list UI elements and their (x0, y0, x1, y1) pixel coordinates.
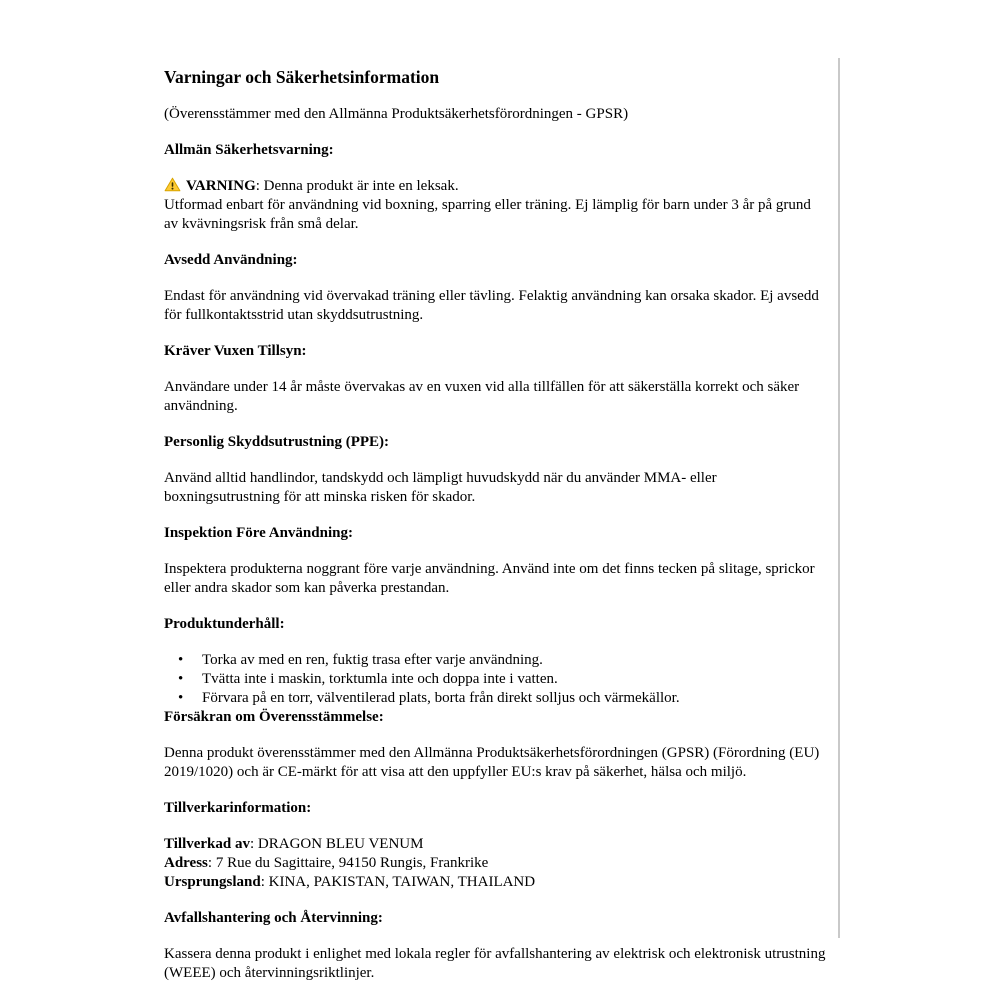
warning-body-text: Utformad enbart för användning vid boxning, sparring eller träning. Ej lämplig för barn under 3 år på grund av kvävningsrisk från små delar. (164, 197, 811, 232)
section-heading-ppe: Personlig Skyddsutrustning (PPE): (164, 434, 390, 450)
maintenance-item: • Förvara på en torr, välventilerad plats, borta från direkt solljus och värmekällor. (202, 689, 826, 708)
inspection-text: Inspektera produkterna noggrant före varje användning. Använd inte om det finns tecken på slitage, sprickor eller andra skador som kan påverka prestandan. (164, 561, 815, 596)
declaration-text: Denna produkt överensstämmer med den Allmänna Produktsäkerhetsförordningen (GPSR) (Förordning (EU) 2019/1020) och är CE-märkt för att visa att den uppfyller EU:s krav på säkerhet, hälsa och miljö. (164, 745, 820, 780)
manufacturer-details (164, 835, 826, 892)
page-title: Varningar och Säkerhetsinformation (164, 67, 440, 87)
maintenance-item: • Torka av med en ren, fuktig trasa efter varje användning. (202, 651, 826, 670)
section-heading-inspection: Inspektion Före Användning: (164, 525, 353, 541)
section-heading-disposal: Avfallshantering och Återvinning: (164, 910, 383, 926)
made-by-value: : DRAGON BLEU VENUM (250, 836, 424, 852)
section-heading-maintenance: Produktunderhåll: (164, 616, 285, 632)
maintenance-list (164, 651, 826, 708)
section-heading-general-warning: Allmän Säkerhetsvarning: (164, 142, 334, 158)
maintenance-item: • Tvätta inte i maskin, torktumla inte och doppa inte i vatten. (202, 670, 826, 689)
origin-value: : KINA, PAKISTAN, TAIWAN, THAILAND (260, 874, 536, 890)
origin-label: Ursprungsland (164, 874, 261, 890)
section-heading-manufacturer: Tillverkarinformation: (164, 800, 312, 816)
document-content (164, 66, 826, 1000)
section-heading-intended-use: Avsedd Användning: (164, 252, 298, 268)
ppe-text: Använd alltid handlindor, tandskydd och lämpligt huvudskydd när du använder MMA- eller boxningsutrustning för att minska risken för skador. (164, 470, 717, 505)
intended-use-text: Endast för användning vid övervakad träning eller tävling. Felaktig användning kan orsaka skador. Ej avsedd för fullkontaktsstrid utan skyddsutrustning. (164, 288, 819, 323)
warning-label: VARNING (186, 178, 256, 194)
warning-icon (164, 177, 181, 192)
section-heading-declaration: Försäkran om Överensstämmelse: (164, 709, 384, 725)
address-value: : 7 Rue du Sagittaire, 94150 Rungis, Frankrike (207, 855, 489, 871)
adult-supervision-text: Användare under 14 år måste övervakas av en vuxen vid alla tillfällen för att säkerställa korrekt och säker användning. (164, 379, 800, 414)
warning-line (164, 178, 459, 194)
address-label: Adress (164, 855, 208, 871)
page-edge-divider (838, 58, 840, 938)
compliance-note: (Överensstämmer med den Allmänna Produktsäkerhetsförordningen - GPSR) (164, 106, 629, 122)
warning-paragraph (164, 177, 826, 234)
warning-label-suffix: : Denna produkt är inte en leksak. (255, 178, 459, 194)
disposal-text: Kassera denna produkt i enlighet med lokala regler för avfallshantering av elektrisk och elektronisk utrustning (WEEE) och återvinningsriktlinjer. (164, 946, 826, 981)
made-by-label: Tillverkad av (164, 836, 250, 852)
section-heading-adult-supervision: Kräver Vuxen Tillsyn: (164, 343, 307, 359)
